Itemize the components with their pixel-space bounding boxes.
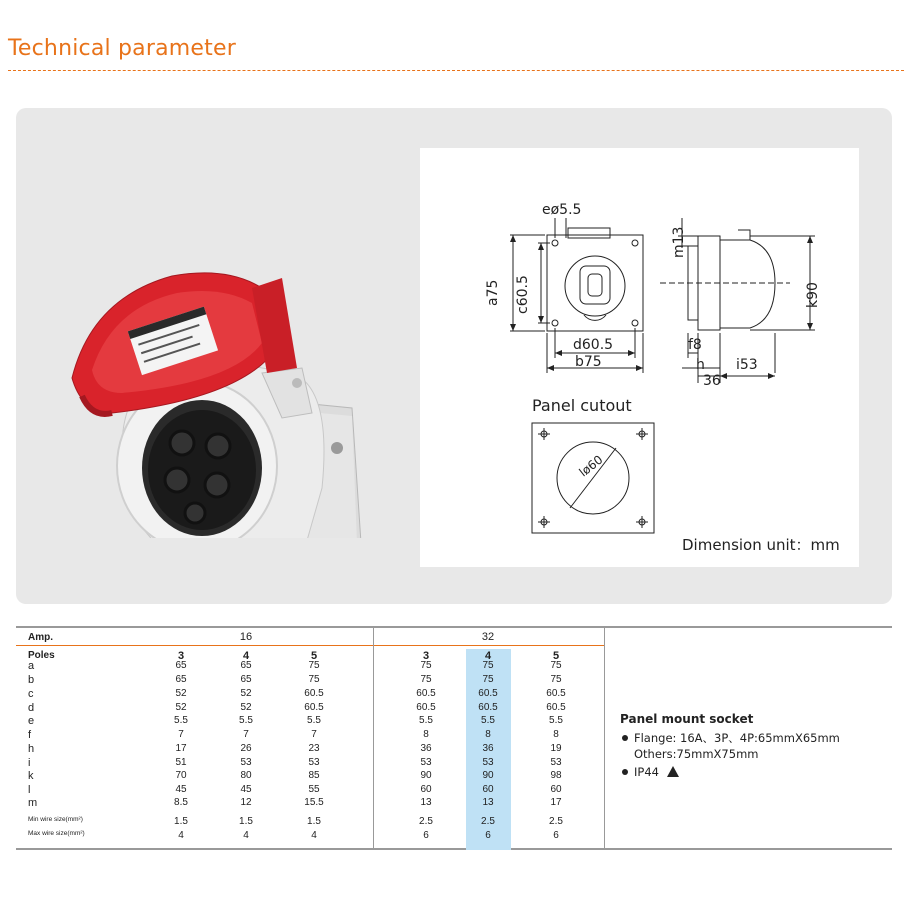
dim-a-label: a75 — [485, 279, 501, 306]
row-label: Max wire size(mm²) — [28, 830, 85, 837]
row-label: d — [28, 702, 35, 714]
table-cell: 90 — [420, 770, 432, 781]
table-cell: 5.5 — [307, 715, 321, 726]
table-cell: 75 — [308, 674, 320, 685]
table-cell: 53 — [240, 757, 252, 768]
table-cell: 53 — [420, 757, 432, 768]
others-item — [620, 746, 840, 762]
table-cell: 53 — [482, 757, 494, 768]
dim-m-label: m13 — [671, 226, 687, 258]
dimension-drawing — [420, 148, 859, 567]
table-cell: 52 — [240, 702, 252, 713]
table-cell: 1.5 — [174, 816, 188, 827]
ip-text: IP44 — [634, 765, 659, 779]
table-cell: 1.5 — [307, 816, 321, 827]
table-cell: 60.5 — [304, 688, 324, 699]
table-cell: 8 — [423, 729, 429, 740]
column-separator — [604, 628, 605, 848]
panel-cutout-title: Panel cutout — [532, 396, 632, 415]
table-cell: 17 — [175, 743, 187, 754]
row-label: f — [28, 729, 32, 741]
poles-value: 3 — [422, 650, 430, 662]
table-cell: 8.5 — [174, 797, 188, 808]
table-cell: 75 — [482, 674, 494, 685]
product-name: Panel mount socket — [620, 712, 754, 726]
table-cell: 12 — [240, 797, 252, 808]
dim-k-label: k90 — [805, 282, 821, 308]
table-cell: 75 — [482, 660, 494, 671]
poles-value: 4 — [484, 650, 492, 662]
amp-label: Amp. — [28, 632, 53, 643]
row-label: h — [28, 743, 35, 755]
socket-photo — [52, 198, 392, 538]
table-cell: 55 — [308, 784, 320, 795]
table-cell: 17 — [550, 797, 562, 808]
parameter-table — [16, 626, 892, 850]
table-cell: 36 — [420, 743, 432, 754]
dim-f-label: f8 — [688, 337, 702, 353]
table-cell: 7 — [178, 729, 184, 740]
table-cell: 7 — [311, 729, 317, 740]
table-cell: 13 — [482, 797, 494, 808]
flange-item — [620, 730, 840, 746]
dim-l-label: lø60 — [576, 452, 606, 480]
table-cell: 60.5 — [546, 702, 566, 713]
table-cell: 4 — [311, 830, 317, 841]
table-cell: 75 — [308, 660, 320, 671]
poles-value: 5 — [552, 650, 560, 662]
row-label: c — [28, 688, 34, 700]
dim-c-label: c60.5 — [515, 275, 531, 314]
dim-i-label: i53 — [736, 357, 758, 373]
table-cell: 53 — [550, 757, 562, 768]
table-cell: 23 — [308, 743, 320, 754]
table-cell: 75 — [420, 674, 432, 685]
table-cell: 60.5 — [478, 688, 498, 699]
table-cell: 13 — [420, 797, 432, 808]
table-cell: 8 — [485, 729, 491, 740]
table-cell: 90 — [482, 770, 494, 781]
table-cell: 75 — [420, 660, 432, 671]
dim-h-value: 36 — [703, 373, 721, 389]
table-cell: 6 — [423, 830, 429, 841]
row-label: e — [28, 715, 35, 727]
row-label: Min wire size(mm²) — [28, 816, 83, 823]
table-cell: 52 — [240, 688, 252, 699]
table-cell: 5.5 — [549, 715, 563, 726]
dim-h-label: h — [696, 357, 705, 373]
warning-icon — [667, 766, 679, 777]
bullet-icon — [622, 735, 628, 741]
table-cell: 98 — [550, 770, 562, 781]
table-cell: 60 — [550, 784, 562, 795]
table-cell: 7 — [243, 729, 249, 740]
table-cell: 52 — [175, 688, 187, 699]
row-label: k — [28, 770, 34, 782]
page-title: Technical parameter — [8, 36, 236, 61]
table-cell: 4 — [178, 830, 184, 841]
others-text: Others:75mmX75mm — [634, 747, 759, 761]
table-cell: 60.5 — [416, 688, 436, 699]
table-cell: 53 — [308, 757, 320, 768]
poles-label: Poles — [28, 650, 55, 661]
table-cell: 65 — [175, 674, 187, 685]
title-divider — [8, 70, 904, 71]
dim-d-label: d60.5 — [573, 337, 614, 353]
table-cell: 75 — [550, 674, 562, 685]
table-cell: 65 — [240, 660, 252, 671]
table-cell: 45 — [240, 784, 252, 795]
table-cell: 5.5 — [481, 715, 495, 726]
table-cell: 5.5 — [174, 715, 188, 726]
table-cell: 52 — [175, 702, 187, 713]
row-label: b — [28, 674, 35, 686]
table-cell: 60 — [420, 784, 432, 795]
table-cell: 60.5 — [416, 702, 436, 713]
row-label: a — [28, 660, 35, 672]
table-cell: 36 — [482, 743, 494, 754]
table-cell: 60.5 — [478, 702, 498, 713]
product-panel — [16, 108, 892, 604]
poles-value: 3 — [177, 650, 185, 662]
bullet-icon — [622, 769, 628, 775]
table-cell: 1.5 — [239, 816, 253, 827]
table-cell: 26 — [240, 743, 252, 754]
poles-value: 5 — [310, 650, 318, 662]
table-cell: 15.5 — [304, 797, 324, 808]
table-cell: 2.5 — [481, 816, 495, 827]
row-label: m — [28, 797, 38, 809]
table-cell: 75 — [550, 660, 562, 671]
table-cell: 60.5 — [546, 688, 566, 699]
table-cell: 60 — [482, 784, 494, 795]
poles-value: 4 — [242, 650, 250, 662]
table-cell: 51 — [175, 757, 187, 768]
dim-e-label: eø5.5 — [542, 202, 582, 218]
table-cell: 4 — [243, 830, 249, 841]
dim-b-label: b75 — [575, 354, 602, 370]
table-cell: 60.5 — [304, 702, 324, 713]
row-label: l — [28, 784, 31, 796]
table-cell: 19 — [550, 743, 562, 754]
table-cell: 65 — [175, 660, 187, 671]
table-cell: 6 — [485, 830, 491, 841]
table-cell: 2.5 — [549, 816, 563, 827]
ip-item — [620, 764, 840, 780]
table-cell: 65 — [240, 674, 252, 685]
table-cell: 45 — [175, 784, 187, 795]
amp-16: 16 — [239, 631, 253, 643]
table-cell: 5.5 — [239, 715, 253, 726]
dimension-unit: Dimension unit：mm — [682, 536, 840, 554]
table-cell: 80 — [240, 770, 252, 781]
table-cell: 85 — [308, 770, 320, 781]
column-separator — [373, 628, 374, 848]
table-cell: 6 — [553, 830, 559, 841]
table-cell: 2.5 — [419, 816, 433, 827]
table-cell: 70 — [175, 770, 187, 781]
row-label: i — [28, 757, 31, 769]
table-cell: 5.5 — [419, 715, 433, 726]
flange-text: Flange: 16A、3P、4P:65mmX65mm — [634, 731, 840, 745]
product-info — [620, 712, 840, 780]
amp-row-divider — [16, 645, 604, 646]
table-cell: 8 — [553, 729, 559, 740]
amp-32: 32 — [481, 631, 495, 643]
